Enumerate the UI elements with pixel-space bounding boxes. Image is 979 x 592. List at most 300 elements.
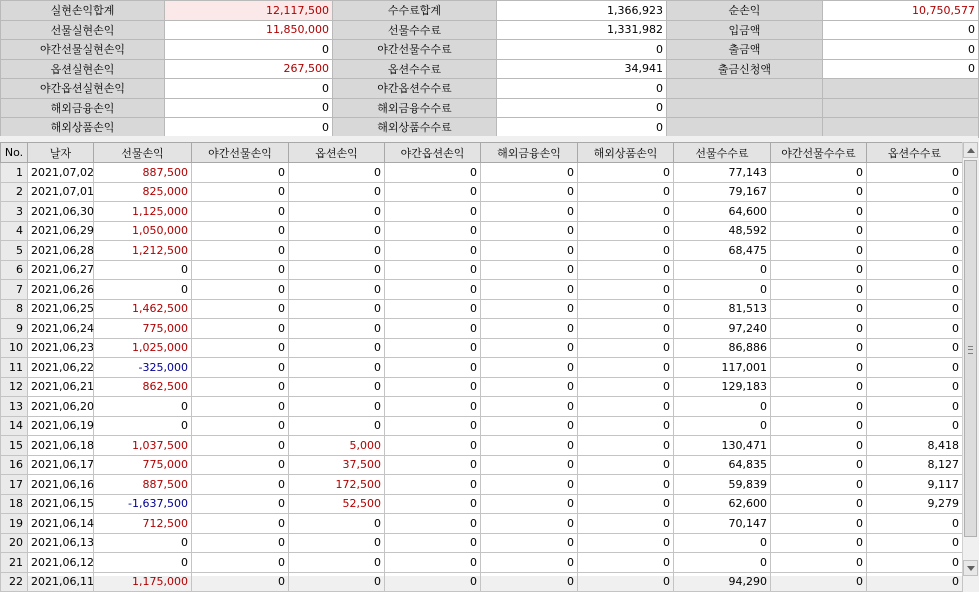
scroll-down-button[interactable]	[963, 560, 978, 576]
date-cell: 2021,07,01	[28, 182, 94, 202]
summary-label: 야간선물실현손익	[1, 40, 165, 60]
value-cell: 86,886	[674, 338, 771, 358]
value-cell: 0	[481, 377, 578, 397]
value-cell: 887,500	[94, 163, 192, 183]
value-cell: 0	[289, 299, 385, 319]
summary-value: 0	[165, 118, 333, 138]
value-cell: 0	[94, 553, 192, 573]
value-cell: 0	[481, 514, 578, 534]
value-cell: 0	[385, 475, 481, 495]
value-cell: 0	[771, 338, 867, 358]
value-cell: 0	[867, 397, 963, 417]
value-cell: 775,000	[94, 319, 192, 339]
value-cell: 0	[771, 475, 867, 495]
arrow-up-icon	[967, 148, 975, 153]
value-cell: 0	[481, 280, 578, 300]
value-cell: 0	[578, 299, 674, 319]
row-number: 21	[1, 553, 28, 573]
value-cell: 0	[289, 260, 385, 280]
value-cell: 0	[481, 455, 578, 475]
value-cell: 79,167	[674, 182, 771, 202]
row-number: 22	[1, 572, 28, 592]
value-cell: 5,000	[289, 436, 385, 456]
value-cell: 0	[385, 358, 481, 378]
value-cell: 0	[481, 436, 578, 456]
value-cell: 0	[192, 358, 289, 378]
value-cell: 94,290	[674, 572, 771, 592]
value-cell: 68,475	[674, 241, 771, 261]
date-cell: 2021,06,13	[28, 533, 94, 553]
value-cell: 0	[578, 455, 674, 475]
row-number: 4	[1, 221, 28, 241]
value-cell: 0	[192, 475, 289, 495]
summary-label: 야간옵션실현손익	[1, 79, 165, 99]
value-cell: 0	[192, 397, 289, 417]
value-cell: 0	[289, 280, 385, 300]
column-header[interactable]: 야간선물손익	[192, 143, 289, 163]
value-cell: 0	[867, 514, 963, 534]
value-cell: 0	[481, 182, 578, 202]
value-cell: 0	[771, 397, 867, 417]
summary-value: 1,331,982	[497, 20, 667, 40]
value-cell: 0	[771, 163, 867, 183]
value-cell: 0	[578, 221, 674, 241]
value-cell: 0	[385, 572, 481, 592]
value-cell: 0	[578, 163, 674, 183]
table-row[interactable]	[1, 280, 963, 300]
summary-row	[1, 98, 979, 118]
summary-label: 수수료합계	[333, 1, 497, 21]
value-cell: 712,500	[94, 514, 192, 534]
value-cell: 0	[578, 514, 674, 534]
date-cell: 2021,06,26	[28, 280, 94, 300]
value-cell: 0	[867, 299, 963, 319]
summary-row	[1, 20, 979, 40]
date-cell: 2021,06,19	[28, 416, 94, 436]
date-cell: 2021,06,15	[28, 494, 94, 514]
summary-empty-cell	[823, 79, 979, 99]
value-cell: 0	[578, 533, 674, 553]
value-cell: 0	[771, 514, 867, 534]
daily-pnl-grid[interactable]	[0, 142, 962, 589]
summary-value: 0	[497, 118, 667, 138]
value-cell: 97,240	[674, 319, 771, 339]
row-number: 1	[1, 163, 28, 183]
value-cell: 0	[578, 416, 674, 436]
column-header[interactable]: 옵션손익	[289, 143, 385, 163]
value-cell: 0	[385, 377, 481, 397]
value-cell: 0	[385, 299, 481, 319]
row-number: 17	[1, 475, 28, 495]
value-cell: 0	[771, 241, 867, 261]
value-cell: 0	[481, 163, 578, 183]
value-cell: 0	[385, 436, 481, 456]
value-cell: 0	[771, 455, 867, 475]
summary-row	[1, 59, 979, 79]
value-cell: 0	[481, 338, 578, 358]
value-cell: 0	[867, 163, 963, 183]
value-cell: 0	[481, 241, 578, 261]
date-cell: 2021,06,28	[28, 241, 94, 261]
value-cell: 0	[578, 338, 674, 358]
value-cell: 0	[867, 358, 963, 378]
summary-table	[0, 0, 979, 138]
summary-value: 0	[823, 20, 979, 40]
row-number: 8	[1, 299, 28, 319]
value-cell: 0	[192, 553, 289, 573]
value-cell: 0	[674, 533, 771, 553]
value-cell: 0	[867, 241, 963, 261]
row-number: 12	[1, 377, 28, 397]
value-cell: 0	[867, 338, 963, 358]
value-cell: 0	[771, 202, 867, 222]
value-cell: 0	[289, 416, 385, 436]
value-cell: 1,462,500	[94, 299, 192, 319]
value-cell: 0	[192, 241, 289, 261]
value-cell: 0	[867, 416, 963, 436]
summary-value: 0	[497, 79, 667, 99]
date-cell: 2021,07,02	[28, 163, 94, 183]
value-cell: 8,418	[867, 436, 963, 456]
value-cell: 0	[674, 397, 771, 417]
value-cell: 0	[192, 338, 289, 358]
value-cell: 0	[771, 182, 867, 202]
row-number: 9	[1, 319, 28, 339]
value-cell: 887,500	[94, 475, 192, 495]
value-cell: 1,125,000	[94, 202, 192, 222]
value-cell: 37,500	[289, 455, 385, 475]
value-cell: 775,000	[94, 455, 192, 475]
arrow-down-icon	[967, 566, 975, 571]
date-cell: 2021,06,14	[28, 514, 94, 534]
summary-value: 10,750,577	[823, 1, 979, 21]
value-cell: 0	[289, 241, 385, 261]
column-header[interactable]: 야간선물수수료	[771, 143, 867, 163]
value-cell: 0	[674, 553, 771, 573]
table-row[interactable]	[1, 377, 963, 397]
row-number: 2	[1, 182, 28, 202]
table-row[interactable]	[1, 475, 963, 495]
value-cell: 0	[578, 182, 674, 202]
summary-label: 해외상품수수료	[333, 118, 497, 138]
summary-label: 출금액	[667, 40, 823, 60]
value-cell: 0	[481, 358, 578, 378]
row-number: 20	[1, 533, 28, 553]
summary-empty-cell	[667, 79, 823, 99]
summary-value: 0	[497, 40, 667, 60]
summary-label: 해외금융수수료	[333, 98, 497, 118]
date-cell: 2021,06,30	[28, 202, 94, 222]
summary-panel	[0, 0, 978, 136]
value-cell: 48,592	[674, 221, 771, 241]
summary-label: 야간옵션수수료	[333, 79, 497, 99]
table-row[interactable]	[1, 553, 963, 573]
value-cell: 0	[289, 397, 385, 417]
summary-label: 옵션수수료	[333, 59, 497, 79]
date-cell: 2021,06,27	[28, 260, 94, 280]
value-cell: 0	[481, 221, 578, 241]
value-cell: 0	[192, 163, 289, 183]
value-cell: 0	[192, 260, 289, 280]
value-cell: 70,147	[674, 514, 771, 534]
column-header[interactable]: 선물손익	[94, 143, 192, 163]
summary-empty-cell	[823, 98, 979, 118]
value-cell: 0	[192, 533, 289, 553]
value-cell: 0	[289, 553, 385, 573]
value-cell: 0	[771, 280, 867, 300]
summary-empty-cell	[823, 118, 979, 138]
column-header[interactable]: 날자	[28, 143, 94, 163]
row-number: 11	[1, 358, 28, 378]
value-cell: 0	[578, 260, 674, 280]
date-cell: 2021,06,21	[28, 377, 94, 397]
column-header[interactable]: 선물수수료	[674, 143, 771, 163]
table-row[interactable]	[1, 319, 963, 339]
row-number: 14	[1, 416, 28, 436]
vertical-scrollbar[interactable]	[962, 142, 979, 576]
table-row[interactable]	[1, 572, 963, 592]
summary-value: 1,366,923	[497, 1, 667, 21]
table-row[interactable]	[1, 221, 963, 241]
table-row[interactable]	[1, 338, 963, 358]
summary-value: 12,117,500	[165, 1, 333, 21]
scroll-thumb[interactable]	[964, 160, 977, 537]
value-cell: 0	[867, 572, 963, 592]
summary-value: 0	[823, 59, 979, 79]
summary-value: 0	[165, 98, 333, 118]
value-cell: 0	[385, 221, 481, 241]
value-cell: 0	[94, 260, 192, 280]
value-cell: 0	[578, 475, 674, 495]
value-cell: 0	[192, 436, 289, 456]
summary-row	[1, 79, 979, 99]
value-cell: 0	[385, 163, 481, 183]
value-cell: -1,637,500	[94, 494, 192, 514]
value-cell: 1,212,500	[94, 241, 192, 261]
value-cell: 0	[289, 358, 385, 378]
value-cell: 0	[192, 221, 289, 241]
value-cell: 0	[94, 533, 192, 553]
table-row[interactable]	[1, 299, 963, 319]
value-cell: 0	[481, 397, 578, 417]
value-cell: 130,471	[674, 436, 771, 456]
column-header[interactable]: No.	[1, 143, 28, 163]
value-cell: 0	[192, 319, 289, 339]
value-cell: 0	[385, 182, 481, 202]
summary-empty-cell	[667, 118, 823, 138]
value-cell: 0	[481, 260, 578, 280]
value-cell: 0	[481, 533, 578, 553]
row-number: 3	[1, 202, 28, 222]
value-cell: 1,050,000	[94, 221, 192, 241]
value-cell: 0	[94, 416, 192, 436]
value-cell: 0	[385, 260, 481, 280]
value-cell: 52,500	[289, 494, 385, 514]
value-cell: 0	[867, 202, 963, 222]
value-cell: 0	[481, 572, 578, 592]
summary-label: 순손익	[667, 1, 823, 21]
summary-value: 0	[165, 79, 333, 99]
value-cell: 0	[771, 299, 867, 319]
summary-label: 입금액	[667, 20, 823, 40]
value-cell: 0	[385, 202, 481, 222]
table-row[interactable]	[1, 358, 963, 378]
date-cell: 2021,06,16	[28, 475, 94, 495]
value-cell: 0	[481, 416, 578, 436]
table-row[interactable]	[1, 397, 963, 417]
value-cell: 0	[289, 182, 385, 202]
value-cell: 0	[578, 572, 674, 592]
table-row[interactable]	[1, 416, 963, 436]
value-cell: 0	[771, 572, 867, 592]
summary-row	[1, 1, 979, 21]
column-header[interactable]: 옵션수수료	[867, 143, 963, 163]
value-cell: 0	[192, 280, 289, 300]
value-cell: 0	[578, 358, 674, 378]
date-cell: 2021,06,20	[28, 397, 94, 417]
value-cell: 0	[481, 494, 578, 514]
summary-value: 0	[497, 98, 667, 118]
grid-header-row	[1, 143, 963, 163]
date-cell: 2021,06,11	[28, 572, 94, 592]
value-cell: 77,143	[674, 163, 771, 183]
value-cell: 0	[578, 494, 674, 514]
date-cell: 2021,06,23	[28, 338, 94, 358]
value-cell: 1,037,500	[94, 436, 192, 456]
value-cell: 0	[289, 221, 385, 241]
value-cell: 0	[867, 221, 963, 241]
row-number: 10	[1, 338, 28, 358]
value-cell: 0	[385, 338, 481, 358]
value-cell: 0	[94, 280, 192, 300]
value-cell: 81,513	[674, 299, 771, 319]
summary-value: 267,500	[165, 59, 333, 79]
daily-pnl-table	[0, 142, 963, 592]
value-cell: 0	[289, 514, 385, 534]
value-cell: 0	[771, 221, 867, 241]
date-cell: 2021,06,12	[28, 553, 94, 573]
value-cell: 0	[578, 319, 674, 339]
table-row[interactable]	[1, 455, 963, 475]
value-cell: 0	[289, 319, 385, 339]
value-cell: 0	[289, 163, 385, 183]
value-cell: 62,600	[674, 494, 771, 514]
value-cell: 0	[385, 319, 481, 339]
value-cell: 0	[578, 436, 674, 456]
table-row[interactable]	[1, 182, 963, 202]
value-cell: 0	[289, 572, 385, 592]
row-number: 19	[1, 514, 28, 534]
summary-value: 0	[823, 40, 979, 60]
value-cell: 0	[771, 494, 867, 514]
summary-value: 11,850,000	[165, 20, 333, 40]
date-cell: 2021,06,24	[28, 319, 94, 339]
value-cell: 0	[578, 397, 674, 417]
value-cell: 0	[289, 338, 385, 358]
grip-icon	[968, 346, 973, 354]
column-header[interactable]: 야간옵션손익	[385, 143, 481, 163]
summary-label: 옵션실현손익	[1, 59, 165, 79]
value-cell: 0	[192, 416, 289, 436]
value-cell: 0	[674, 416, 771, 436]
value-cell: 0	[578, 280, 674, 300]
value-cell: 0	[771, 416, 867, 436]
value-cell: 0	[385, 280, 481, 300]
row-number: 15	[1, 436, 28, 456]
value-cell: 0	[867, 319, 963, 339]
table-row[interactable]	[1, 202, 963, 222]
table-row[interactable]	[1, 514, 963, 534]
value-cell: 0	[481, 319, 578, 339]
summary-label: 선물수수료	[333, 20, 497, 40]
value-cell: 0	[867, 182, 963, 202]
summary-row	[1, 118, 979, 138]
table-row[interactable]	[1, 163, 963, 183]
column-header[interactable]: 해외상품손익	[578, 143, 674, 163]
value-cell: 129,183	[674, 377, 771, 397]
value-cell: 0	[385, 455, 481, 475]
value-cell: -325,000	[94, 358, 192, 378]
table-row[interactable]	[1, 260, 963, 280]
value-cell: 0	[867, 377, 963, 397]
value-cell: 0	[771, 377, 867, 397]
value-cell: 172,500	[289, 475, 385, 495]
row-number: 18	[1, 494, 28, 514]
value-cell: 59,839	[674, 475, 771, 495]
value-cell: 862,500	[94, 377, 192, 397]
row-number: 5	[1, 241, 28, 261]
value-cell: 0	[192, 377, 289, 397]
value-cell: 9,117	[867, 475, 963, 495]
scroll-up-button[interactable]	[963, 142, 978, 158]
value-cell: 0	[289, 377, 385, 397]
value-cell: 0	[578, 377, 674, 397]
value-cell: 0	[192, 455, 289, 475]
value-cell: 0	[674, 280, 771, 300]
date-cell: 2021,06,17	[28, 455, 94, 475]
value-cell: 0	[94, 397, 192, 417]
value-cell: 0	[289, 202, 385, 222]
value-cell: 0	[192, 299, 289, 319]
table-row[interactable]	[1, 533, 963, 553]
value-cell: 0	[192, 202, 289, 222]
value-cell: 0	[481, 475, 578, 495]
summary-label: 선물실현손익	[1, 20, 165, 40]
value-cell: 0	[771, 533, 867, 553]
value-cell: 9,279	[867, 494, 963, 514]
summary-label: 실현손익합계	[1, 1, 165, 21]
value-cell: 0	[385, 416, 481, 436]
value-cell: 0	[385, 533, 481, 553]
value-cell: 0	[867, 280, 963, 300]
value-cell: 0	[481, 202, 578, 222]
table-row[interactable]	[1, 494, 963, 514]
value-cell: 0	[192, 572, 289, 592]
value-cell: 1,025,000	[94, 338, 192, 358]
value-cell: 0	[771, 319, 867, 339]
date-cell: 2021,06,22	[28, 358, 94, 378]
table-row[interactable]	[1, 241, 963, 261]
value-cell: 8,127	[867, 455, 963, 475]
summary-label: 해외금융손익	[1, 98, 165, 118]
value-cell: 0	[578, 553, 674, 573]
date-cell: 2021,06,29	[28, 221, 94, 241]
value-cell: 0	[867, 553, 963, 573]
value-cell: 0	[192, 514, 289, 534]
value-cell: 0	[481, 553, 578, 573]
table-row[interactable]	[1, 436, 963, 456]
column-header[interactable]: 해외금융손익	[481, 143, 578, 163]
